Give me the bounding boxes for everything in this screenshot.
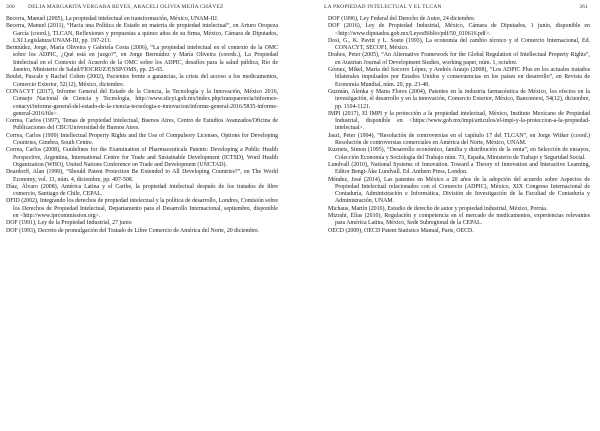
reference-entry: Méndez, José (2014), Las patentes en México a 20 años de la adopción del acuerdo sobre Aspectos de Propiedad Intelectual relacionados con el Comercio (ADPIC), México, XIX Congreso Internacional de Contaduría, Administración e Informática, División de Investigación de la Facultad de Contaduría y Administración, UNAM. [328,176,590,205]
reference-entry: Dosi, G., K. Pavitt y L. Soete (1993), La economía del cambio técnico y el Comercio Internacional, Ed. CONACYT, SECOFI, México. [328,37,590,52]
reference-list [328,16,590,235]
reference-entry: Lundvall (2010), National Systems of Innovation. Toward a Theory of Innovation and Interactive Learning, Editor Bengt-Åke Lundvall. Ed. Anthem Press, London. [328,161,590,176]
reference-entry: Drahos, Peter (2005), “An Alternative Framework for the Global Regulation of Intellectual Property Rights”, en Austrian Journal of Development Studies, working paper, núm. 1, octubre. [328,52,590,66]
running-header: DELIA MARGARITA VERGARA REYES, ARACELI OLIVIA MEJÍA CHÁVEZ [28,4,224,10]
page-number: 361 [579,4,588,10]
reference-entry: DFID (2002), Integrando los derechos de propiedad intelectual y la política de desarrollo, Londres, Comisión sobre los Derechos de Propiedad Intelectual, Departamento para el Desarrollo Internacional, septiembre, disponible en <http://www.iprcommission.org>. [6,198,278,220]
reference-entry: Becerra, Manuel (2005), La propiedad intelectual en transformación, México, UNAM-IIJ. [6,16,219,22]
reference-entry: Deardorff, Alan (1990), “Should Patent Protection Be Extended to All Developing Countries?”, en The World Economy, vol. 13, núm. 4, diciembre, pp. 497-508. [6,169,278,183]
reference-entry: Michaus, Martín (2016), Estudio de derecho de autor y propiedad industrial, México, Porrúa. [328,205,548,212]
running-header: LA PROPIEDAD INTELECTUAL Y EL TLCAN [324,4,442,10]
right-page [302,0,600,431]
reference-entry: DOF (1993), Decreto de promulgación del Tratado de Libre Comercio de América del Norte, 20 diciembre. [6,227,260,234]
reference-entry: Correa, Carlos (1999) Intellectual Property Rights and the Use of Compulsory Licenses, Options for Developing Countries, Ginebra, South Centre. [6,132,278,147]
reference-list [6,16,278,235]
reference-entry: Gómez, Mikel, María del Socorro López, y Andrés Araujo (2008), “Los ADPIC Plus en los actuales tratados bilaterales impulsados por Estados Unidos y consecuencias en los países en desarrollo”, en Revista de Economía Mundial, núm. 20, pp. 23-48. [328,67,590,88]
reference-entry: DOF (2016), Ley de Propiedad Industrial, México, Cámara de Diputados, 1 junio, disponible en <http://www.diputados.gob.mx/LeyesBiblio/pdf/50_010616.pdf>. [328,23,590,37]
reference-entry: DOF (1996), Ley Federal del Derecho de Autor, 24 diciembre. [328,16,476,22]
reference-entry: Correa, Carlos (1997), Temas de propiedad intelectual, Buenos Aires, Centro de Estudios Avanzados/Oficina de Publicaciones del CBC/Universidad de Buenos Aires. [6,118,278,132]
reference-entry: Becerra, Manuel (2011), “Hacia una Política de Estado en materia de propiedad intelectual”, en Arturo Oropeza García (coord.), TLCAN, Reflexiones y propuestas a quince años de su firma, México, Cámara de Diputados, LXI Legislatura/UNAM-IIJ, pp. 197-211. [6,23,278,44]
reference-entry: Guzmán, Alenka y Marta Flores (2004), Patentes en la industria farmacéutica de México, los efectos en la investigación, el desarrollo y en la innovación, Comercio Exterior, México, Bancomext, 54(12), diciembre, pp. 1104-1121. [328,88,590,110]
reference-entry: OECD (2009), OECD Patent Statistics Manual, Paris, OECD. [328,227,474,234]
reference-entry: Correa, Carlos (2008), Guidelines for the Examination of Pharmaceuticals Patents: Developing a Public Health Perspective, Argentina, International Centre for Trade and Sustainable Development (ICTSD), Word Health Organization (WHO), United Nations Conference on Trade and Development (UNCTAD). [6,147,278,168]
reference-entry: Bermúdez, Jorge, María Oliveira y Gabriela Costa (2006), “La propiedad intelectual en el contexto de la OMC sobre los ADPIC, ¿Qué está en juego?”, en Jorge Bermúdez y María Oliveira (coords.), La Propiedad Intelectual en el Contexto del Acuerdo de la OMC sobre los ADPIC, desafíos para la salud pública, Río de Janeiro, Ministerio de Salud/FIOCRUZ/ENSP/OMS, pp. 25-65. [6,45,278,74]
reference-entry: DOF (1991), Ley de la Propiedad Industrial, 27 junio [6,220,132,227]
reference-entry: Kuznets, Simon (1995), “Desarrollo económico, familia y distribución de la renta”, en Selección de ensayos, Colección Economía y Sociología del Trabajo núm. 73, España, Ministerio de Trabajo y Seguridad Social. [328,147,590,161]
reference-entry: IMPI (2017), El IMPI y la protección a la propiedad intelectual, México, Instituto Mexicano de Propiedad Industrial, disponible en <https://www.gob.mx/impi/articulos/el-impi-y-la-proteccion-a-la-propiedad-intelectual>. [328,110,590,132]
reference-entry: Boulet, Pascale y Rachel Cohen (2002), Pacientes frente a ganancias, la crisis del acceso a los medicamentos, Comercio Exterior, 52(12), México, diciembre. [6,74,278,88]
left-page [0,0,298,431]
page-number: 360 [6,4,15,10]
reference-entry: CONACYT (2017), Informe General del Estado de la Ciencia, la Tecnología y la Innovación, México 2016, Consejo Nacional de Ciencia y Tecnología, http://www.siicyt.gob.mx/index.php/transparencia/informes-conacyt/informe-general-del-estado-de-la-ciencia-tecnologia-e-innovacion/informe-general-2016/5835-informe-general-2016/file>. [6,88,278,117]
reference-entry: Mizrahi, Elías (2010), Regulación y competencia en el mercado de medicamentos, experiencias relevantes para América Latina, México, Sede Subregional de la CEPAL. [328,213,590,227]
reference-entry: Jaszi, Peter (1994), “Resolución de controversias en el capítulo 17 del TLCAN”, en Jorge Witker (coord.) Resolución de controversias comerciales en América del Norte, México, UNAM. [328,132,590,147]
reference-entry: Díaz, Álvaro (2008), América Latina y el Caribe, la propiedad intelectual después de los tratados de libre comercio, Santiago de Chile, CEPAL. [6,183,278,198]
